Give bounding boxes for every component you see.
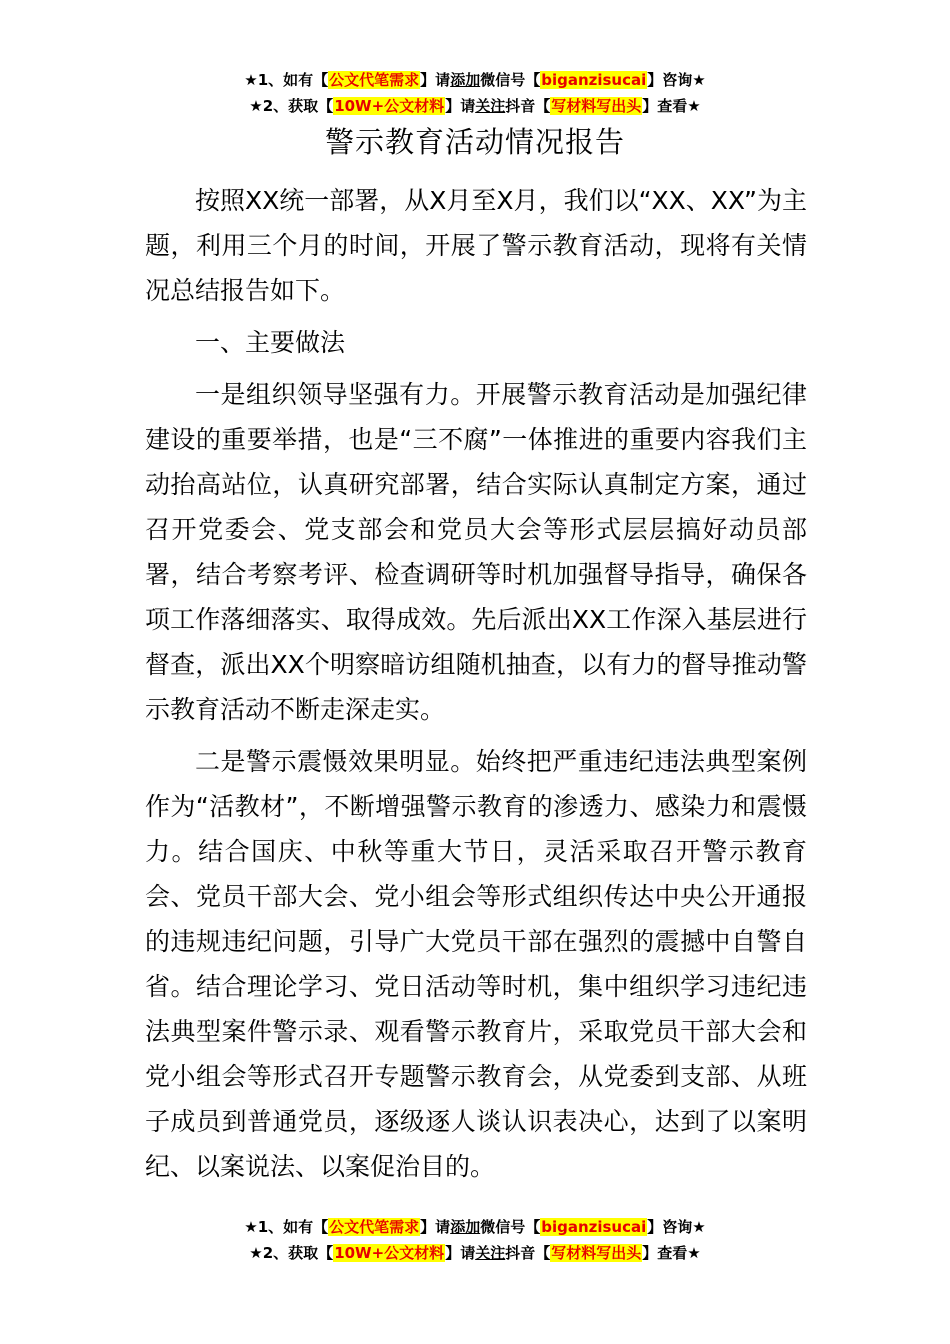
- document-title: 警示教育活动情况报告: [324, 125, 625, 159]
- star-icon: ★: [244, 1218, 258, 1236]
- paragraph-two: 二是警示震慑效果明显。始终把严重违纪违法典型案例作为“活教材”，不断增强警示教育的渗透力、感染力和震慑力。结合国庆、中秋等重大节日，灵活采取召开警示教育会、党员干部大会、党小组会等形式组织传达中央公开通报的违规违纪问题，引导广大党员干部在强烈的震撼中自警自省。结合理论学习、党日活动等时机，集中组织学习违纪违法典型案件警示录、观看警示教育片，采取党员干部大会和党小组会等形式召开专题警示教育会，从党委到支部、从班子成员到普通党员，逐级逐人谈认识表决心，达到了以案明纪、以案说法、以案促治目的。: [145, 747, 807, 1181]
- paragraph-one: 一是组织领导坚强有力。开展警示教育活动是加强纪律建设的重要举措，也是“三不腐”一体推进的重要内容我们主动抬高站位，认真研究部署，结合实际认真制定方案，通过召开党委会、党支部会和党员大会等形式层层搞好动员部署，结合考察考评、检查调研等时机加强督导指导，确保各项工作落细落实、取得成效。先后派出XX工作深入基层进行督查，派出XX个明察暗访组随机抽查，以有力的督导推动警示教育活动不断走深走实。: [145, 380, 807, 724]
- highlight-douyin-account: 写材料写出头: [551, 1244, 642, 1262]
- highlight-douyin-account: 写材料写出头: [551, 97, 642, 115]
- star-icon: ★: [249, 97, 263, 115]
- document-body: [145, 178, 807, 1196]
- highlight-materials: 10W+公文材料: [334, 1244, 445, 1262]
- promo-banner-top: [0, 67, 950, 119]
- star-icon: ★: [244, 71, 258, 89]
- promo-line-2: ★2、获取【10W+公文材料】请关注抖音【写材料写出头】查看★: [249, 1244, 701, 1262]
- highlight-materials: 10W+公文材料: [334, 97, 445, 115]
- promo-line-1: ★1、如有【公文代笔需求】请添加微信号【biganzisucai】咨询★: [244, 1218, 706, 1236]
- highlight-wechat-id: biganzisucai: [541, 71, 647, 89]
- promo-line-2: ★2、获取【10W+公文材料】请关注抖音【写材料写出头】查看★: [249, 97, 701, 115]
- section-heading: 一、主要做法: [195, 328, 346, 357]
- promo-line-1: ★1、如有【公文代笔需求】请添加微信号【biganzisucai】咨询★: [244, 71, 706, 89]
- promo-banner-bottom: [0, 1214, 950, 1266]
- paragraph-intro: 按照XX统一部署，从X月至X月，我们以“XX、XX”为主题，利用三个月的时间，开展了警示教育活动，现将有关情况总结报告如下。: [145, 186, 807, 305]
- highlight-service: 公文代笔需求: [329, 71, 420, 89]
- star-icon: ★: [249, 1244, 263, 1262]
- highlight-wechat-id: biganzisucai: [541, 1218, 647, 1236]
- highlight-service: 公文代笔需求: [329, 1218, 420, 1236]
